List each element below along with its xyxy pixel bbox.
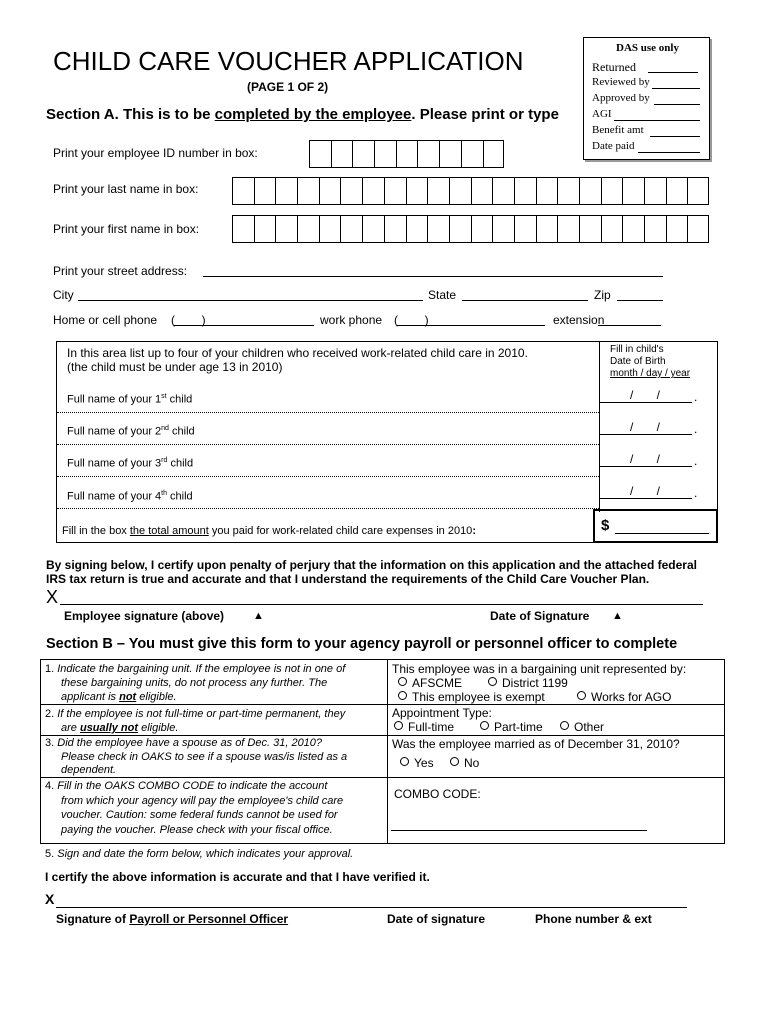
section-b-heading: Section B – You must give this form to your agency payroll or personnel officer to complete [46, 636, 678, 652]
das-date-paid-label: Date paid [592, 140, 635, 152]
officer-certify-text: I certify the above information is accurate and that I have verified it. [45, 870, 430, 884]
das-approved-by-label: Approved by [592, 92, 650, 104]
exempt-option[interactable]: This employee is exempt [398, 690, 545, 704]
letter-box[interactable] [644, 177, 666, 205]
letter-box[interactable] [254, 215, 276, 243]
district-1199-option[interactable]: District 1199 [488, 676, 568, 690]
home-phone-label: Home or cell phone [53, 313, 158, 327]
employee-signature-field[interactable] [60, 604, 703, 605]
question-4: 4. Fill in the OAKS COMBO CODE to indicate the account from which your agency will pay the employee's child care voucher. Caution: some federal funds cannot be used for paying the voucher. Please check with your fiscal office. [45, 780, 344, 836]
letter-box[interactable] [340, 215, 362, 243]
combo-code-field[interactable] [391, 830, 647, 831]
married-yes-option[interactable]: Yes [400, 756, 434, 770]
letter-box[interactable] [601, 177, 623, 205]
children-intro-line2: (the child must be under age 13 in 2010) [67, 360, 283, 374]
zip-label: Zip [594, 288, 611, 302]
das-use-only-box [583, 37, 710, 160]
child-2-dob-field[interactable]: / / [630, 420, 661, 434]
letter-box[interactable] [319, 215, 341, 243]
employee-id-boxes[interactable] [309, 140, 504, 168]
children-table: In this area list up to four of your children who received work-related child care in 2010. (the child must be under age 13 in 2010) Fill in child's Date of Birth month / day / year Full name of your 1st child / / . Full name of your 2nd child / / . Full name of your 3rd child / / . Full name of your 4th child / / . Fill in the box the total amount you paid for work-related child care expenses in 2010: [56, 341, 718, 543]
full-time-radio[interactable] [394, 721, 403, 730]
letter-box[interactable] [275, 215, 297, 243]
letter-box[interactable] [471, 177, 493, 205]
appointment-type-title: Appointment Type: [392, 706, 492, 720]
letter-box[interactable] [362, 177, 384, 205]
letter-box[interactable] [449, 177, 471, 205]
letter-box[interactable] [471, 215, 493, 243]
employee-signature-arrow: ▲ [253, 610, 264, 622]
page-number: (PAGE 1 OF 2) [247, 80, 329, 94]
exempt-radio[interactable] [398, 691, 407, 700]
letter-box[interactable] [644, 215, 666, 243]
street-address-field[interactable] [203, 276, 663, 277]
child-4-name-label: Full name of your 4th child [67, 490, 193, 503]
certification-line-1: By signing below, I certify upon penalty of perjury that the information on this application and the attached federal [46, 558, 697, 572]
officer-signature-label: Signature of Payroll or Personnel Officer [56, 912, 289, 926]
letter-box[interactable] [406, 177, 428, 205]
letter-box[interactable] [492, 215, 514, 243]
child-1-name-field[interactable] [57, 412, 599, 413]
letter-box[interactable] [536, 215, 558, 243]
work-phone-label: work phone [320, 313, 383, 327]
letter-box[interactable] [384, 177, 406, 205]
state-field[interactable] [462, 300, 588, 301]
other-radio[interactable] [560, 721, 569, 730]
employee-signature-label: Employee signature (above) [64, 609, 225, 623]
city-label: City [53, 288, 74, 302]
child-4-name-field[interactable] [57, 508, 599, 509]
letter-box[interactable] [232, 215, 254, 243]
city-field[interactable] [78, 300, 423, 301]
das-box-title: DAS use only [616, 42, 679, 54]
other-option[interactable]: Other [560, 720, 604, 734]
part-time-option[interactable]: Part-time [480, 720, 543, 734]
letter-box[interactable] [687, 177, 709, 205]
letter-box[interactable] [232, 177, 254, 205]
works-for-ago-radio[interactable] [577, 691, 586, 700]
officer-phone-label: Phone number & ext [535, 912, 652, 926]
das-returned-label: Returned [592, 60, 636, 74]
question-1: 1. Indicate the bargaining unit. If the employee is not in one of these bargaining units, do not process any further. The applicant is not eligible. [45, 663, 346, 703]
letter-box[interactable] [514, 177, 536, 205]
last-name-boxes[interactable] [232, 177, 709, 205]
section-b-table [40, 659, 725, 844]
married-no-option[interactable]: No [450, 756, 479, 770]
home-phone-field[interactable] [174, 325, 314, 326]
child-1-name-label: Full name of your 1st child [67, 393, 193, 406]
state-label: State [428, 288, 457, 302]
officer-signature-x: X [45, 891, 55, 907]
officer-signature-field[interactable] [56, 907, 687, 908]
letter-box[interactable] [622, 215, 644, 243]
question-5: 5. Sign and date the form below, which indicates your approval. [45, 848, 354, 860]
das-reviewed-by-label: Reviewed by [592, 76, 650, 88]
dollar-sign: $ [601, 517, 610, 534]
child-2-name-label: Full name of your 2nd child [67, 425, 195, 438]
full-time-option[interactable]: Full-time [394, 720, 454, 734]
letter-box[interactable] [557, 177, 579, 205]
afscme-radio[interactable] [398, 677, 407, 686]
letter-box[interactable] [319, 177, 341, 205]
first-name-boxes[interactable] [232, 215, 709, 243]
letter-box[interactable] [666, 177, 688, 205]
work-phone-area-code: ( ) [394, 313, 429, 327]
letter-box[interactable] [579, 177, 601, 205]
letter-box[interactable] [427, 177, 449, 205]
dob-header: Fill in child's Date of Birth month / day / year [610, 344, 691, 379]
child-3-dob-field[interactable]: / / [630, 452, 661, 466]
employee-id-label: Print your employee ID number in box: [53, 146, 258, 160]
das-agi-label: AGI [592, 108, 612, 120]
employee-signature-x: X [46, 587, 59, 607]
das-benefit-amt-label: Benefit amt [592, 124, 644, 136]
letter-box[interactable] [622, 177, 644, 205]
letter-box[interactable] [492, 177, 514, 205]
letter-box[interactable] [254, 177, 276, 205]
officer-date-label: Date of signature [387, 912, 486, 926]
children-intro-line1: In this area list up to four of your children who received work-related child care in 2010. [67, 346, 528, 360]
home-phone-area-code: ( ) [171, 313, 206, 327]
extension-field[interactable] [598, 325, 661, 326]
letter-box[interactable] [687, 215, 709, 243]
letter-box[interactable] [275, 177, 297, 205]
letter-box[interactable] [362, 215, 384, 243]
first-name-label: Print your first name in box: [53, 222, 200, 236]
letter-box[interactable] [384, 215, 406, 243]
letter-box[interactable] [666, 215, 688, 243]
married-question: Was the employee married as of December 31, 2010? [392, 737, 680, 751]
letter-box[interactable] [514, 215, 536, 243]
married-yes-radio[interactable] [400, 757, 409, 766]
last-name-label: Print your last name in box: [53, 182, 199, 196]
work-phone-field[interactable] [397, 325, 545, 326]
letter-box[interactable] [601, 215, 623, 243]
letter-box[interactable] [557, 215, 579, 243]
child-3-name-field[interactable] [57, 476, 599, 477]
works-for-ago-option[interactable]: Works for AGO [577, 690, 671, 704]
bargaining-unit-title: This employee was in a bargaining unit represented by: [392, 662, 687, 676]
child-4-dob-field[interactable]: / / [630, 484, 661, 498]
letter-box[interactable] [297, 215, 319, 243]
letter-box[interactable] [340, 177, 362, 205]
letter-box[interactable] [579, 215, 601, 243]
certification-line-2: IRS tax return is true and accurate and that I understand the requirements of the Child Care Voucher Plan. [46, 572, 650, 586]
combo-code-label: COMBO CODE: [394, 787, 481, 801]
child-2-name-field[interactable] [57, 444, 599, 445]
date-of-signature-label: Date of Signature [490, 609, 590, 623]
letter-box[interactable] [449, 215, 471, 243]
letter-box[interactable] [297, 177, 319, 205]
afscme-option[interactable]: AFSCME [398, 676, 462, 690]
page-title: CHILD CARE VOUCHER APPLICATION [53, 46, 524, 76]
total-amount-label: Fill in the box the total amount you paid for work-related child care expenses in 2010: [62, 525, 476, 537]
section-a-heading: Section A. This is to be completed by the employee. Please print or type [46, 106, 559, 123]
child-1-dob-field[interactable]: / / [630, 388, 661, 402]
zip-field[interactable] [617, 300, 663, 301]
district-1199-radio[interactable] [488, 677, 497, 686]
street-address-label: Print your street address: [53, 264, 188, 278]
extension-label: extension [553, 313, 605, 327]
letter-box[interactable] [427, 215, 449, 243]
date-of-signature-arrow: ▲ [612, 610, 623, 622]
letter-box[interactable] [536, 177, 558, 205]
question-3: 3. Did the employee have a spouse as of Dec. 31, 2010? Please check in OAKS to see if a spouse was/is listed as a dependent. [45, 737, 348, 776]
total-amount-box[interactable] [593, 509, 718, 543]
part-time-radio[interactable] [480, 721, 489, 730]
child-3-name-label: Full name of your 3rd child [67, 457, 194, 470]
married-no-radio[interactable] [450, 757, 459, 766]
question-2: 2. If the employee is not full-time or part-time permanent, they are usually not eligible. [45, 708, 346, 734]
letter-box[interactable] [406, 215, 428, 243]
